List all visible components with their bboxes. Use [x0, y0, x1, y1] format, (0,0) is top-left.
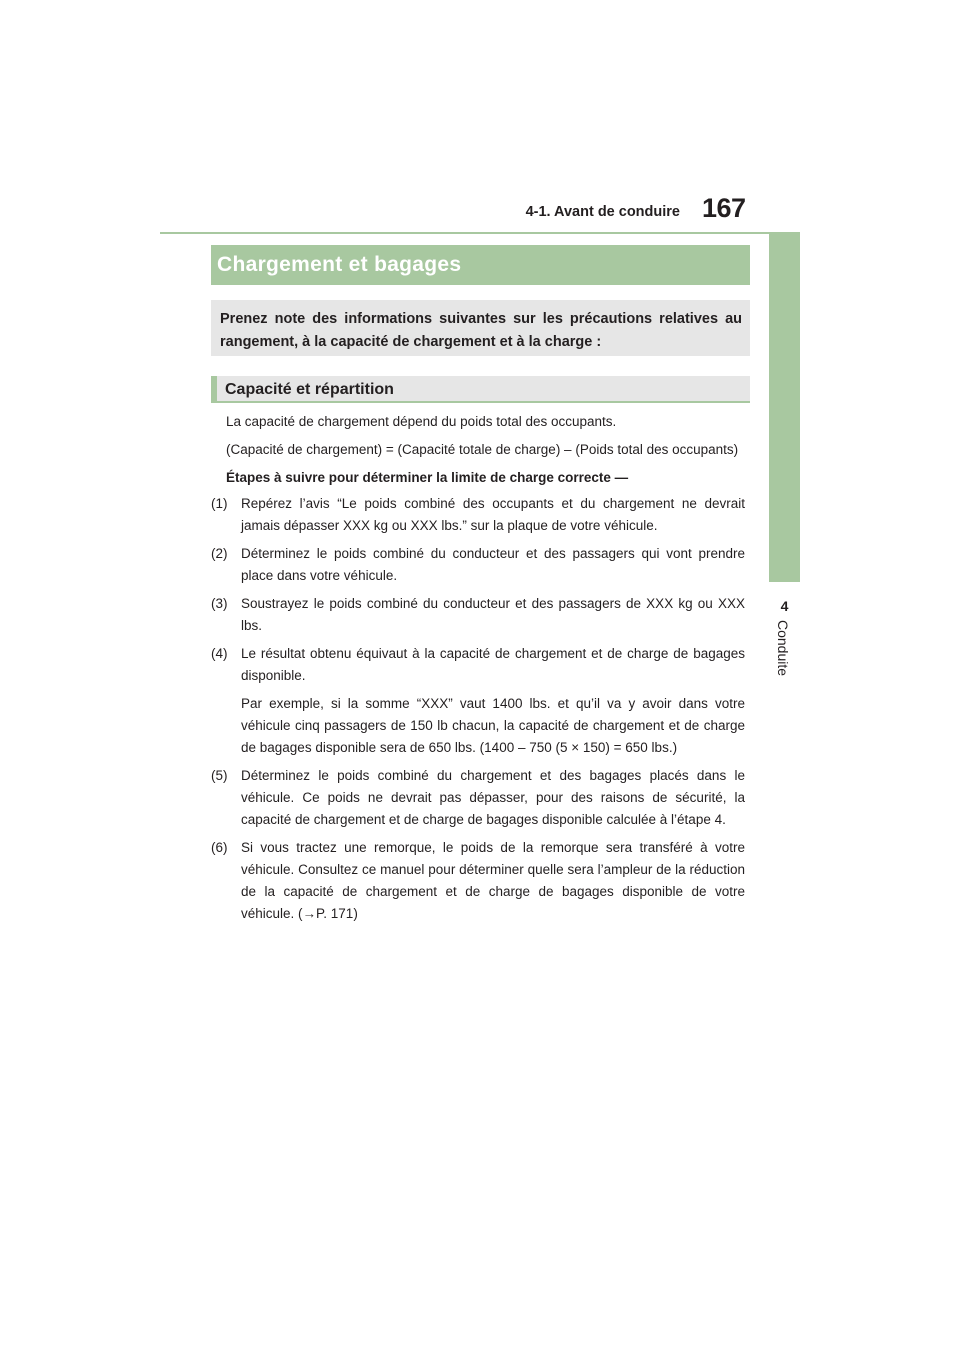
chapter-label: Conduite	[775, 620, 791, 677]
paragraph-formula: (Capacité de chargement) = (Capacité totale de charge) – (Poids total des occupants)	[226, 442, 739, 457]
step-text: Si vous tractez une remorque, le poids de la remorque sera transféré à votre véhicule. Consultez ce manuel pour déterminer quelle sera l’ampleur de la réduction de la capacité de chargement et de charge de bagages disponible de votre véhicule. (→P. 171)	[241, 840, 745, 921]
list-item	[211, 593, 745, 637]
step-number: (1)	[211, 496, 228, 511]
subsection-title: Capacité et répartition	[211, 376, 750, 403]
step-example: Par exemple, si la somme “XXX” vaut 1400 lbs. et qu’il va y avoir dans votre véhicule cinq passagers de 150 lb chacun, la capacité de chargement et de charge de bagages disponible sera de 650 lbs. (1400 – 750 (5 × 150) = 650 lbs.)	[241, 696, 745, 755]
step-number: (2)	[211, 546, 228, 561]
header-section-title: 4-1. Avant de conduire	[525, 204, 680, 220]
step-text: Le résultat obtenu équivaut à la capacité de chargement et de charge de bagages disponible.	[241, 646, 745, 683]
step-number: (5)	[211, 768, 228, 783]
paragraph-capacity: La capacité de chargement dépend du poids total des occupants.	[226, 414, 617, 429]
step-text: Déterminez le poids combiné du conducteur et des passagers qui vont prendre place dans votre véhicule.	[241, 546, 745, 583]
chapter-number: 4	[780, 598, 789, 614]
step-text: Repérez l’avis “Le poids combiné des occupants et du chargement ne devrait jamais dépasser XXX kg ou XXX lbs.” sur la plaque de votre véhicule.	[241, 496, 745, 533]
step-text: Déterminez le poids combiné du chargement et des bagages placés dans le véhicule. Ce poids ne devrait pas dépasser, pour des raisons de sécurité, la capacité de chargement et de charge de bagages disponible calculée à l’étape 4.	[241, 768, 745, 827]
list-item	[211, 837, 745, 925]
list-item	[211, 493, 745, 537]
section-title: Chargement et bagages	[211, 245, 750, 285]
step-number: (4)	[211, 646, 228, 661]
step-number: (3)	[211, 596, 228, 611]
page-number: 167	[702, 193, 746, 223]
step-number: (6)	[211, 840, 228, 855]
header-rule	[160, 232, 800, 234]
section-intro: Prenez note des informations suivantes sur les précautions relatives au rangement, à la capacité de chargement et à la charge :	[211, 300, 750, 356]
chapter-side-tab	[769, 232, 800, 582]
list-item	[211, 643, 745, 759]
step-text: Soustrayez le poids combiné du conducteur et des passagers de XXX kg ou XXX lbs.	[241, 596, 745, 633]
list-item	[211, 765, 745, 831]
body-content	[211, 411, 745, 931]
steps-title: Étapes à suivre pour déterminer la limite de charge correcte —	[226, 470, 629, 485]
list-item	[211, 543, 745, 587]
steps-list	[211, 493, 745, 925]
